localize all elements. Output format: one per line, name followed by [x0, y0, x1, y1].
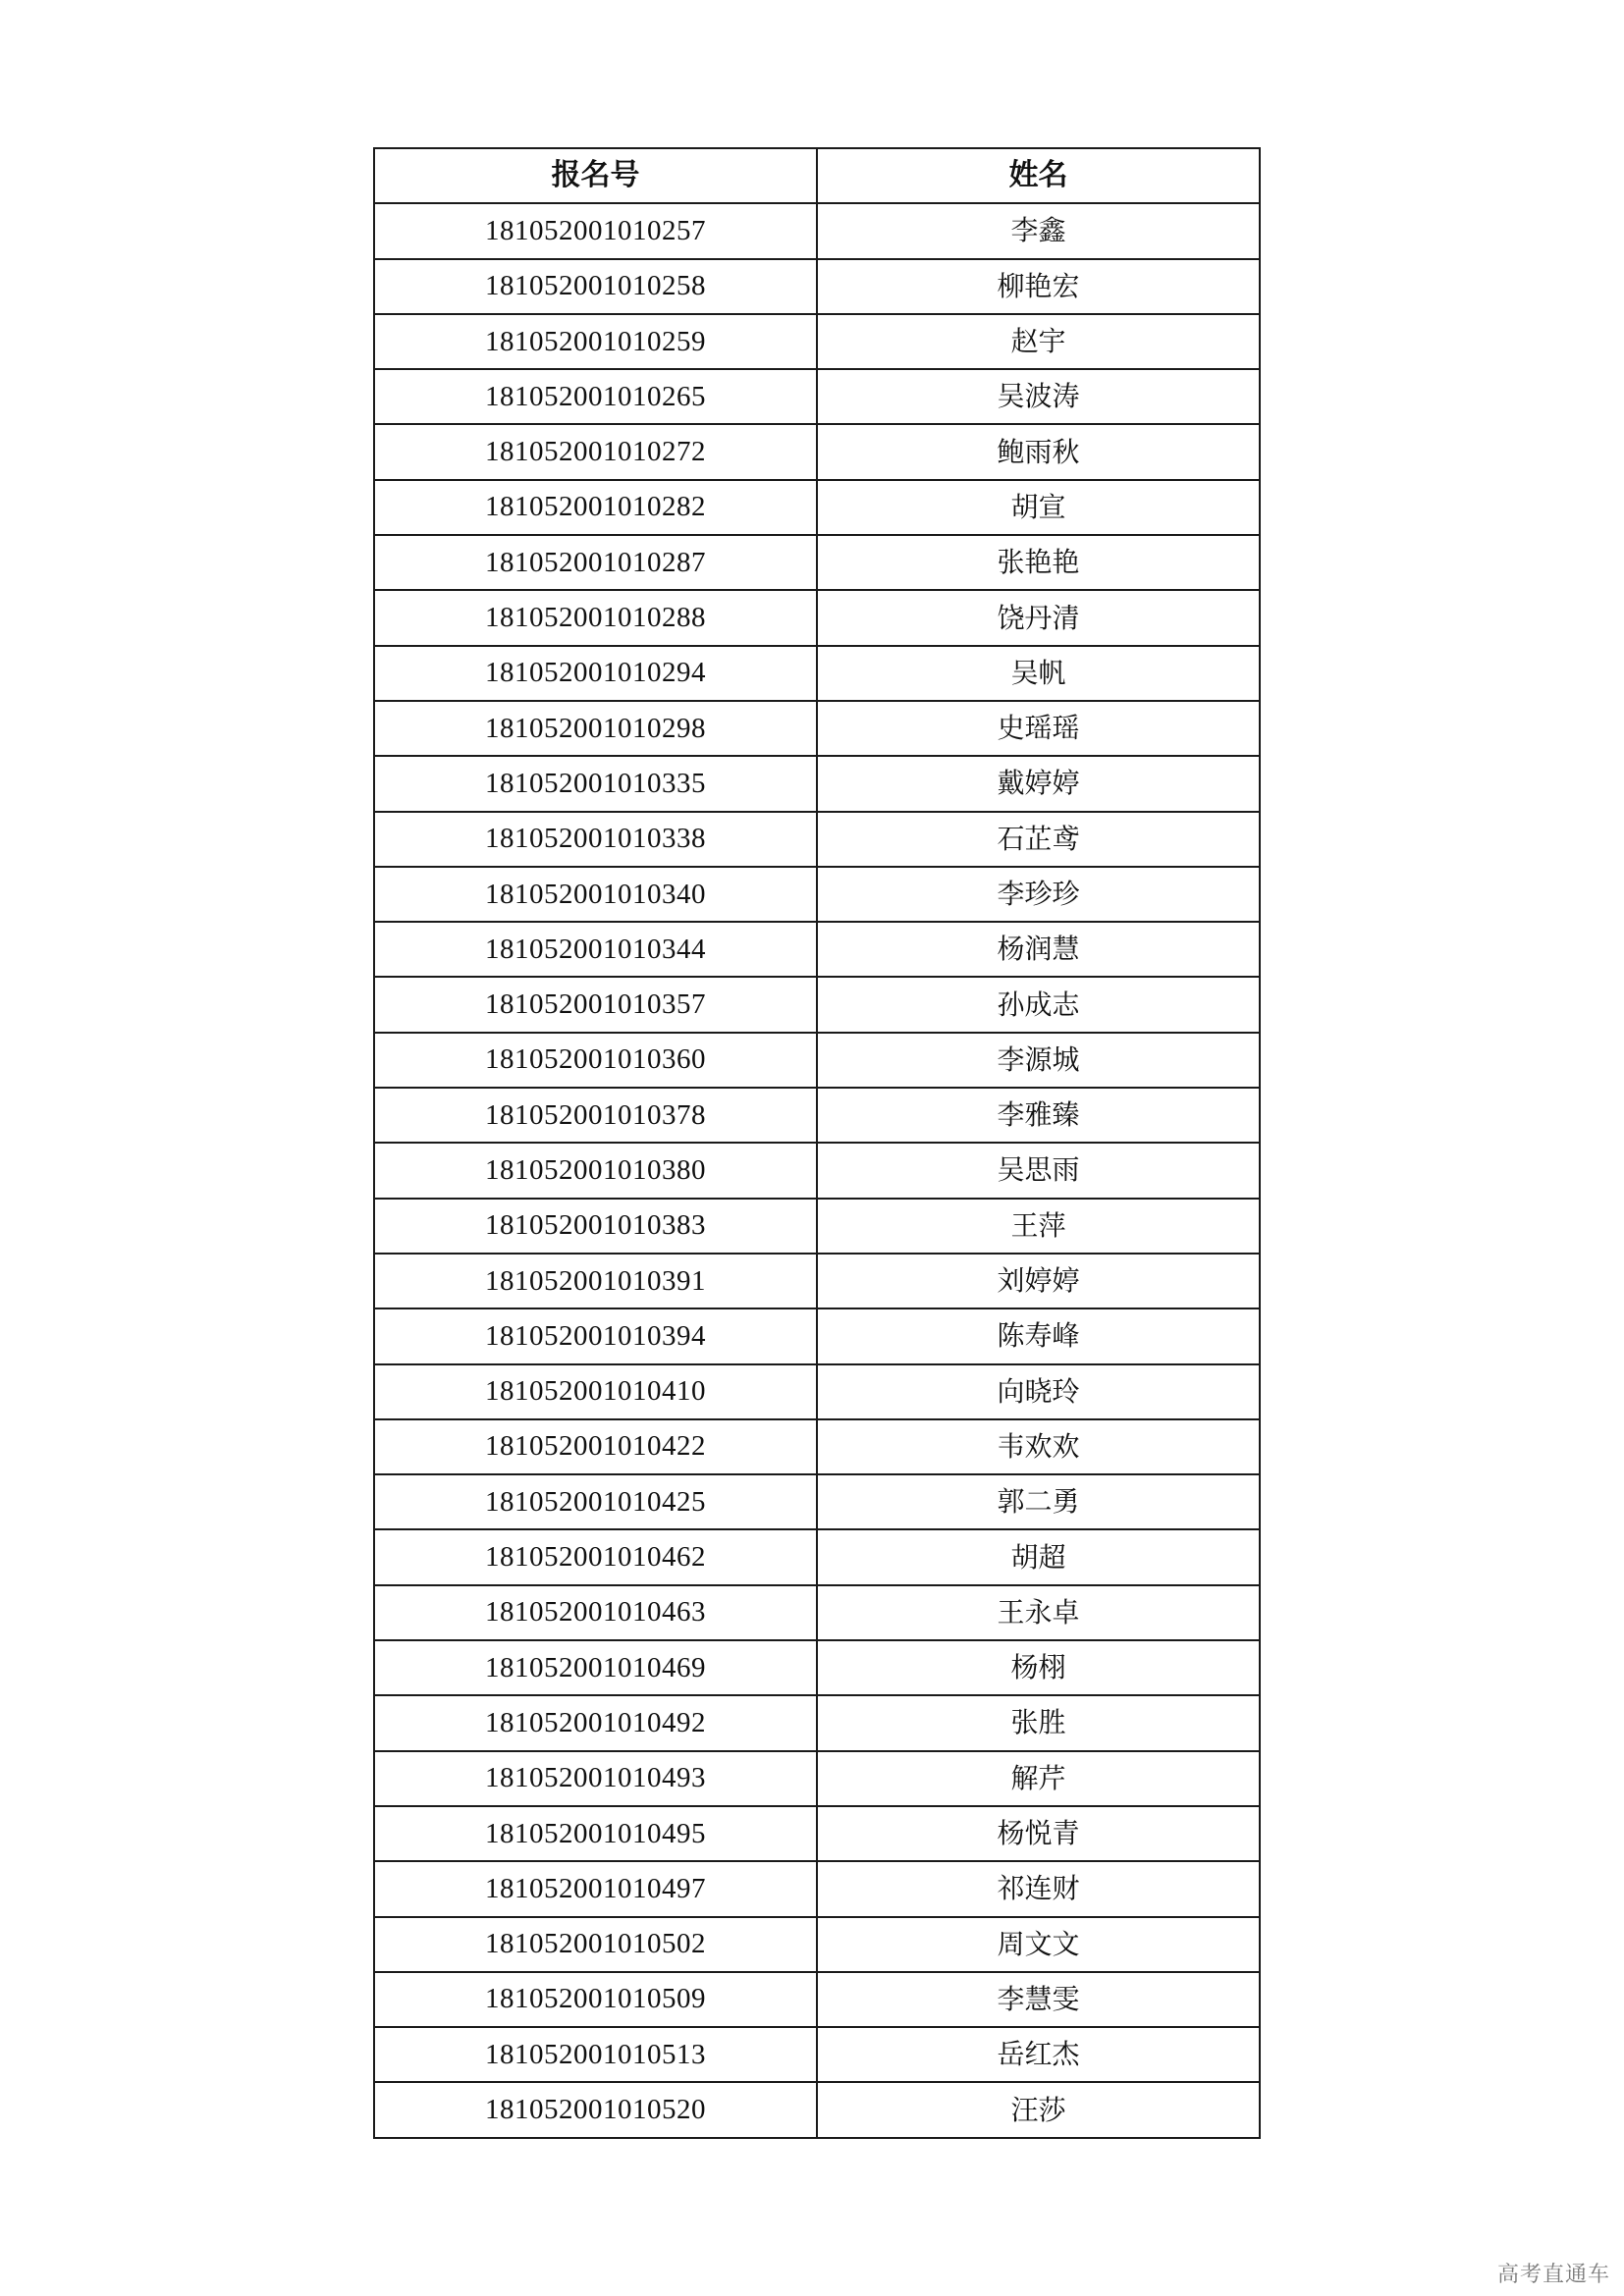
name-cell: 韦欢欢 [817, 1419, 1260, 1474]
reg-no-cell: 181052001010422 [374, 1419, 817, 1474]
name-cell: 王萍 [817, 1199, 1260, 1254]
table-header-row [374, 148, 1260, 203]
reg-no-cell: 181052001010265 [374, 369, 817, 424]
table-row [374, 1199, 1260, 1254]
table-row [374, 1088, 1260, 1143]
table-row [374, 646, 1260, 701]
name-cell: 陈寿峰 [817, 1308, 1260, 1363]
table-row [374, 756, 1260, 811]
name-cell: 胡超 [817, 1529, 1260, 1584]
table-row [374, 922, 1260, 977]
reg-no-cell: 181052001010383 [374, 1199, 817, 1254]
table-row [374, 203, 1260, 258]
reg-no-cell: 181052001010492 [374, 1695, 817, 1750]
reg-no-cell: 181052001010502 [374, 1917, 817, 1972]
reg-no-cell: 181052001010294 [374, 646, 817, 701]
reg-no-cell: 181052001010469 [374, 1640, 817, 1695]
reg-no-cell: 181052001010344 [374, 922, 817, 977]
table-row [374, 1695, 1260, 1750]
name-cell: 岳红杰 [817, 2027, 1260, 2082]
name-cell: 汪莎 [817, 2082, 1260, 2137]
name-cell: 向晓玲 [817, 1364, 1260, 1419]
table-row [374, 1143, 1260, 1198]
table-row [374, 1640, 1260, 1695]
reg-no-cell: 181052001010378 [374, 1088, 817, 1143]
watermark-text: 高考直通车 [1496, 2263, 1610, 2287]
name-cell: 石芷鸢 [817, 812, 1260, 867]
name-cell: 史瑶瑶 [817, 701, 1260, 756]
name-cell: 李雅臻 [817, 1088, 1260, 1143]
name-cell: 柳艳宏 [817, 259, 1260, 314]
name-cell: 周文文 [817, 1917, 1260, 1972]
header-name: 姓名 [817, 148, 1260, 203]
name-cell: 胡宣 [817, 480, 1260, 535]
name-cell: 李源城 [817, 1033, 1260, 1088]
name-cell: 杨悦青 [817, 1806, 1260, 1861]
reg-no-cell: 181052001010425 [374, 1474, 817, 1529]
reg-no-cell: 181052001010287 [374, 535, 817, 590]
name-cell: 吴思雨 [817, 1143, 1260, 1198]
name-cell: 李鑫 [817, 203, 1260, 258]
name-cell: 张胜 [817, 1695, 1260, 1750]
table-row [374, 314, 1260, 369]
name-cell: 吴帆 [817, 646, 1260, 701]
table-row [374, 1972, 1260, 2027]
reg-no-cell: 181052001010338 [374, 812, 817, 867]
table-row [374, 1917, 1260, 1972]
table-row [374, 535, 1260, 590]
table-row [374, 1585, 1260, 1640]
name-cell: 李慧雯 [817, 1972, 1260, 2027]
reg-no-cell: 181052001010257 [374, 203, 817, 258]
name-cell: 孙成志 [817, 977, 1260, 1032]
reg-no-cell: 181052001010298 [374, 701, 817, 756]
reg-no-cell: 181052001010360 [374, 1033, 817, 1088]
table-row [374, 1751, 1260, 1806]
reg-no-cell: 181052001010495 [374, 1806, 817, 1861]
table-row [374, 369, 1260, 424]
table-body [374, 203, 1260, 2137]
name-cell: 杨润慧 [817, 922, 1260, 977]
reg-no-cell: 181052001010258 [374, 259, 817, 314]
name-cell: 李珍珍 [817, 867, 1260, 922]
reg-no-cell: 181052001010394 [374, 1308, 817, 1363]
table-row [374, 424, 1260, 479]
name-cell: 解芹 [817, 1751, 1260, 1806]
reg-no-cell: 181052001010463 [374, 1585, 817, 1640]
table-row [374, 1254, 1260, 1308]
reg-no-cell: 181052001010391 [374, 1254, 817, 1308]
table-row [374, 2027, 1260, 2082]
reg-no-cell: 181052001010497 [374, 1861, 817, 1916]
reg-no-cell: 181052001010493 [374, 1751, 817, 1806]
reg-no-cell: 181052001010272 [374, 424, 817, 479]
name-cell: 鲍雨秋 [817, 424, 1260, 479]
table-row [374, 1806, 1260, 1861]
reg-no-cell: 181052001010259 [374, 314, 817, 369]
name-cell: 刘婷婷 [817, 1254, 1260, 1308]
reg-no-cell: 181052001010357 [374, 977, 817, 1032]
table-row [374, 1861, 1260, 1916]
name-cell: 张艳艳 [817, 535, 1260, 590]
reg-no-cell: 181052001010288 [374, 590, 817, 645]
table-row [374, 701, 1260, 756]
name-cell: 郭二勇 [817, 1474, 1260, 1529]
name-cell: 祁连财 [817, 1861, 1260, 1916]
table-row [374, 2082, 1260, 2137]
table-row [374, 590, 1260, 645]
table-row [374, 1033, 1260, 1088]
table-row [374, 1364, 1260, 1419]
name-cell: 杨栩 [817, 1640, 1260, 1695]
reg-no-cell: 181052001010410 [374, 1364, 817, 1419]
reg-no-cell: 181052001010282 [374, 480, 817, 535]
name-cell: 赵宇 [817, 314, 1260, 369]
candidate-table [373, 147, 1261, 2139]
table-row [374, 1529, 1260, 1584]
table-row [374, 867, 1260, 922]
reg-no-cell: 181052001010509 [374, 1972, 817, 2027]
reg-no-cell: 181052001010520 [374, 2082, 817, 2137]
table-row [374, 1419, 1260, 1474]
name-cell: 王永卓 [817, 1585, 1260, 1640]
table-row [374, 977, 1260, 1032]
table-row [374, 480, 1260, 535]
name-cell: 戴婷婷 [817, 756, 1260, 811]
reg-no-cell: 181052001010380 [374, 1143, 817, 1198]
table-row [374, 259, 1260, 314]
reg-no-cell: 181052001010462 [374, 1529, 817, 1584]
reg-no-cell: 181052001010340 [374, 867, 817, 922]
table-row [374, 1474, 1260, 1529]
table-row [374, 1308, 1260, 1363]
reg-no-cell: 181052001010513 [374, 2027, 817, 2082]
name-cell: 饶丹清 [817, 590, 1260, 645]
reg-no-cell: 181052001010335 [374, 756, 817, 811]
name-cell: 吴波涛 [817, 369, 1260, 424]
table-row [374, 812, 1260, 867]
header-reg-no: 报名号 [374, 148, 817, 203]
